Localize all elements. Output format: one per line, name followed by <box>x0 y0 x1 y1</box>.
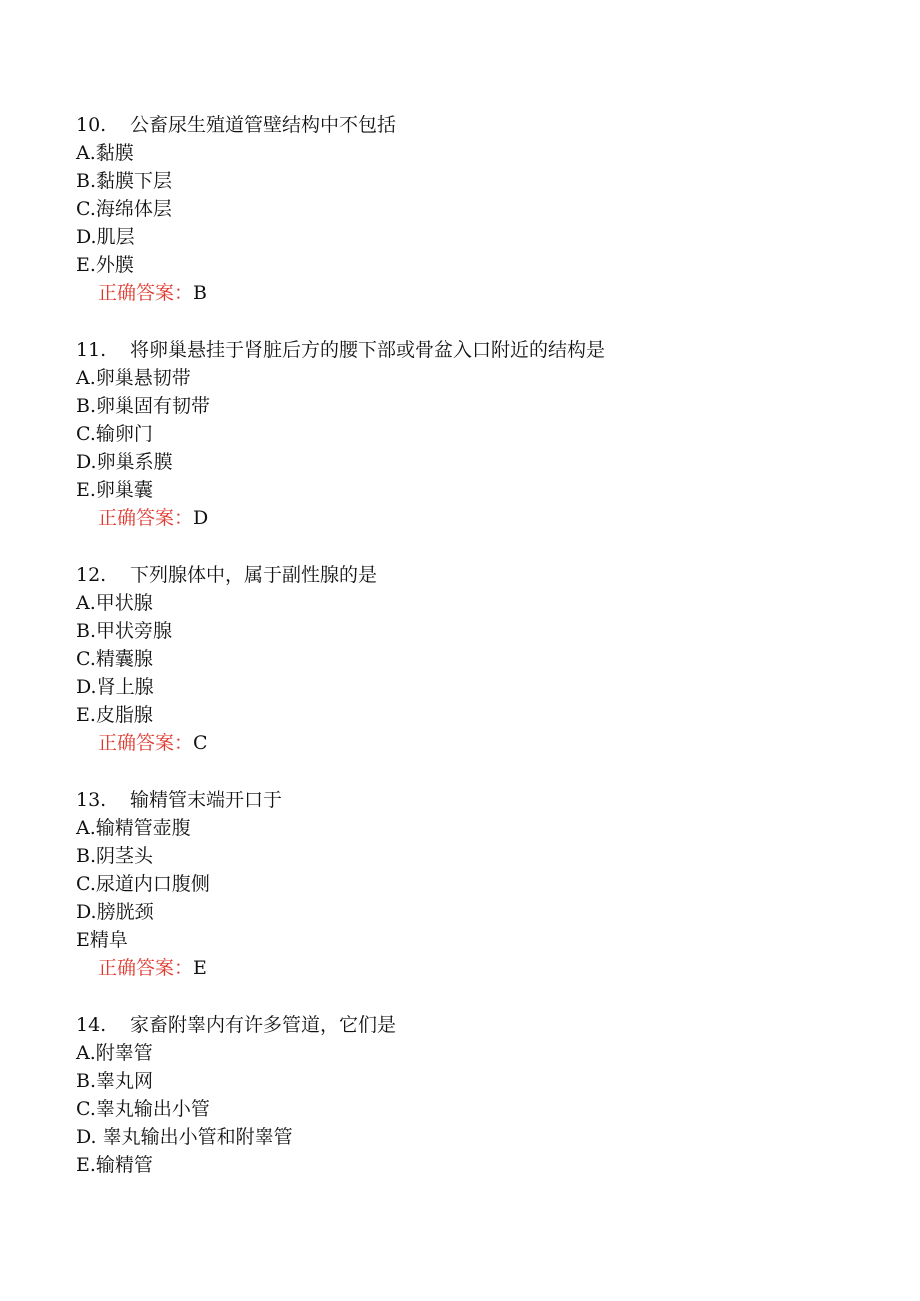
answer-label: 正确答案： <box>98 732 194 754</box>
option-b: B.阴茎头 <box>76 845 154 867</box>
answer-label: 正确答案： <box>98 957 194 979</box>
option-a: A.甲状腺 <box>76 592 153 614</box>
option-e: E.卵巢囊 <box>76 479 153 501</box>
question-stem <box>76 336 876 364</box>
option-b: B.睾丸网 <box>76 1070 154 1092</box>
option-e: E.皮脂腺 <box>76 704 153 726</box>
option-e: E.输精管 <box>76 1154 153 1176</box>
option-b: B.卵巢固有韧带 <box>76 395 211 417</box>
question-number: 12. <box>76 564 107 586</box>
question-text: 输精管末端开口于 <box>130 789 283 811</box>
option-e: E.外膜 <box>76 254 134 276</box>
option-a: A.黏膜 <box>76 142 134 164</box>
question-number: 11. <box>76 339 107 361</box>
option-c: C.睾丸输出小管 <box>76 1098 210 1120</box>
answer-value: C <box>193 732 208 754</box>
option-c: C.海绵体层 <box>76 198 172 220</box>
option-e: E精阜 <box>76 929 128 951</box>
question-13 <box>76 786 876 982</box>
question-stem <box>76 111 876 139</box>
option-d: D.肾上腺 <box>76 676 154 698</box>
option-d: D.肌层 <box>76 226 135 248</box>
option-c: C.尿道内口腹侧 <box>76 873 210 895</box>
option-d: D.膀胱颈 <box>76 901 154 923</box>
question-number: 13. <box>76 789 107 811</box>
option-c: C.精囊腺 <box>76 648 153 670</box>
option-b: B.甲状旁腺 <box>76 620 173 642</box>
option-c: C.输卵门 <box>76 423 153 445</box>
option-a: A.输精管壶腹 <box>76 817 191 839</box>
option-d: D.卵巢系膜 <box>76 451 173 473</box>
question-text: 下列腺体中，属于副性腺的是 <box>130 564 378 586</box>
answer-value: E <box>193 957 207 979</box>
correct-answer <box>76 279 876 307</box>
option-b: B.黏膜下层 <box>76 170 173 192</box>
document-page <box>76 111 876 1208</box>
question-text: 公畜尿生殖道管壁结构中不包括 <box>130 114 397 136</box>
correct-answer <box>76 729 876 757</box>
question-10 <box>76 111 876 307</box>
question-text: 家畜附睾内有许多管道，它们是 <box>130 1014 397 1036</box>
question-number: 10. <box>76 114 107 136</box>
question-text: 将卵巢悬挂于肾脏后方的腰下部或骨盆入口附近的结构是 <box>130 339 606 361</box>
option-d: D. 睾丸输出小管和附睾管 <box>76 1126 293 1148</box>
option-a: A.附睾管 <box>76 1042 153 1064</box>
question-stem <box>76 561 876 589</box>
correct-answer <box>76 504 876 532</box>
answer-label: 正确答案： <box>98 282 194 304</box>
answer-label: 正确答案： <box>98 507 194 529</box>
question-14 <box>76 1011 876 1179</box>
question-11 <box>76 336 876 532</box>
answer-value: B <box>193 282 207 304</box>
question-stem <box>76 1011 876 1039</box>
question-number: 14. <box>76 1014 107 1036</box>
question-stem <box>76 786 876 814</box>
answer-value: D <box>193 507 209 529</box>
correct-answer <box>76 954 876 982</box>
question-12 <box>76 561 876 757</box>
option-a: A.卵巢悬韧带 <box>76 367 191 389</box>
